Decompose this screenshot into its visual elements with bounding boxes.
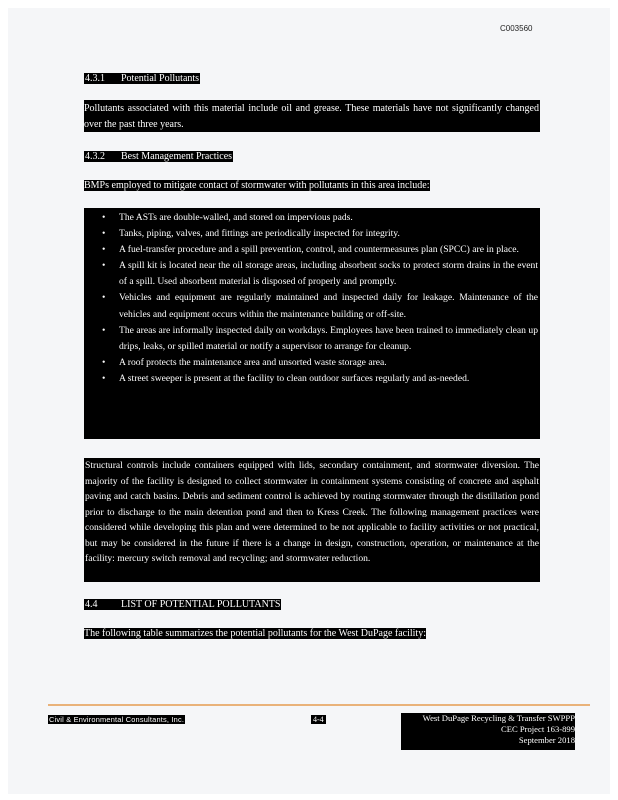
bmp-item: • Vehicles and equipment are regularly maintained and inspected daily for leakage. Maintenance of the vehicles and equipment occurs within the maintenance building or off-site. <box>119 290 538 322</box>
heading-431-title: Potential Pollutants <box>121 73 200 84</box>
bmp-list <box>84 208 540 439</box>
footer-rule <box>48 704 590 706</box>
bmp-item: • A roof protects the maintenance area and unsorted waste storage area. <box>119 355 538 371</box>
bmp-item: • Tanks, piping, valves, and fittings are periodically inspected for integrity. <box>119 226 538 242</box>
bmp-item: • A fuel-transfer procedure and a spill prevention, control, and countermeasures plan (SPCC) are in place. <box>119 242 538 258</box>
table-intro <box>84 626 426 642</box>
footer-company: Civil & Environmental Consultants, Inc. <box>49 715 185 724</box>
bmp-item: • A street sweeper is present at the facility to clean outdoor surfaces regularly and as-needed. <box>119 371 538 387</box>
heading-432-title: Best Management Practices <box>121 151 233 162</box>
pollutants-paragraph: Pollutants associated with this material include oil and grease. These materials have not significantly changed over the past three years. <box>84 103 539 130</box>
bmp-intro-text: BMPs employed to mitigate contact of stormwater with pollutants in this area include: <box>84 180 430 191</box>
heading-431 <box>84 73 200 85</box>
heading-44-title: LIST OF POTENTIAL POLLUTANTS <box>121 599 281 610</box>
table-intro-text: The following table summarizes the potential pollutants for the West DuPage facility: <box>84 628 426 639</box>
heading-432-number: 4.3.2 <box>85 151 105 162</box>
bmp-item: • The areas are informally inspected daily on workdays. Employees have been trained to immediately clean up drips, leaks, or spilled material or notify a supervisor to arrange for cleanup. <box>119 323 538 355</box>
structural-controls-paragraph: Structural controls include containers equipped with lids, secondary containment, and stormwater diversion. The majority of the facility is designed to collect stormwater in containment systems consisting of concrete and asphalt paving and catch basins. Debris and sediment control is achieved by routing stormwater through the distillation pond prior to discharge to the main detention pond and then to Kress Creek. The following management practices were considered while developing this plan and were determined to be not applicable to facility activities or not practical, but may be considered in the future if there is a change in design, construction, operation, or maintenance at the facility: mercury switch removal and recycling; and stormwater reduction. <box>84 458 540 582</box>
bmp-item: • A spill kit is located near the oil storage areas, including absorbent socks to protect storm drains in the event of a spill. Used absorbent material is disposed of properly and promptly. <box>119 258 538 290</box>
bmp-intro <box>84 178 430 194</box>
document-id: C003560 <box>500 24 533 33</box>
footer-project-info <box>401 713 575 750</box>
footer-project-number: CEC Project 163-899 <box>501 724 575 734</box>
heading-431-number: 4.3.1 <box>85 73 105 84</box>
heading-432 <box>84 151 233 163</box>
footer-project-title: West DuPage Recycling & Transfer SWPPP <box>422 713 575 723</box>
heading-44-number: 4.4 <box>85 599 98 610</box>
bmp-item: • The ASTs are double-walled, and stored on impervious pads. <box>119 210 538 226</box>
footer-date: September 2018 <box>518 735 575 745</box>
footer-page-number: 4-4 <box>313 715 324 724</box>
heading-44 <box>84 599 281 611</box>
